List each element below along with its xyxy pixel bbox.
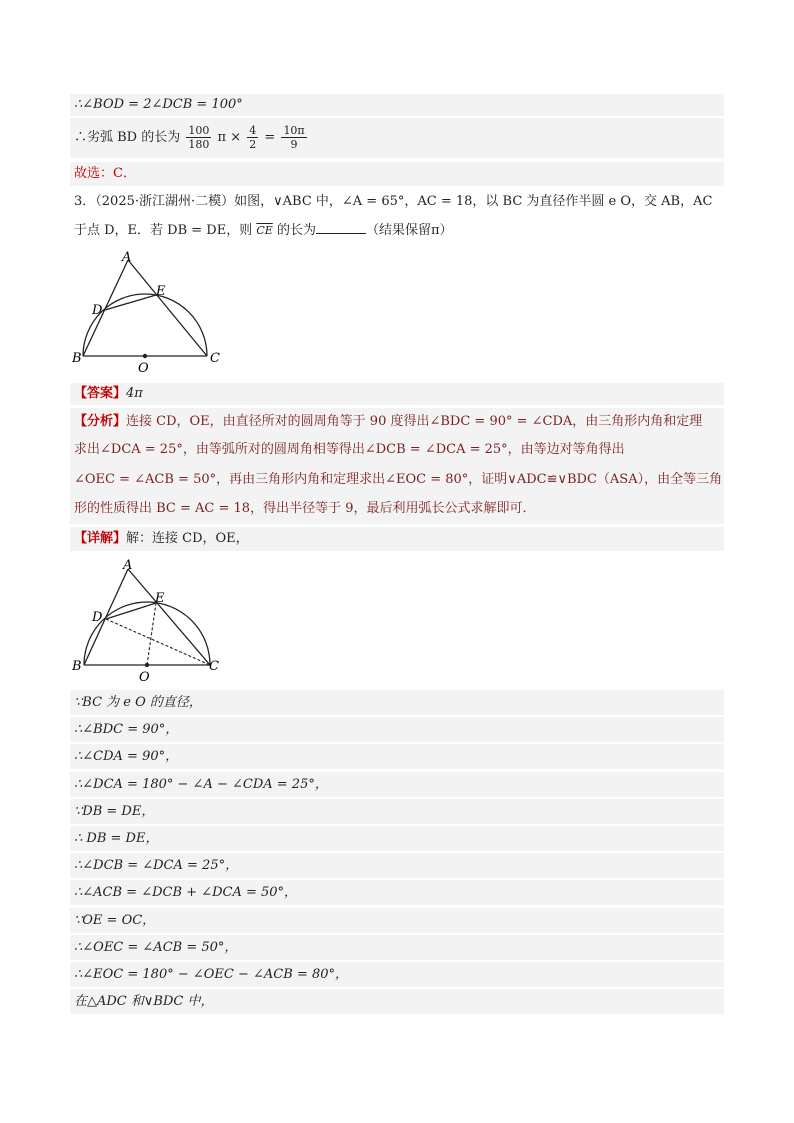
answer-value: 4π [126, 386, 143, 401]
fig1-label-e: E [156, 284, 166, 299]
answer-block [70, 383, 724, 405]
analysis-line-1: 【分析】连接 CD，OE，由直径所对的圆周角等于 90 度得出∠BDC = 90° = ∠CDA，由三角形内角和定理 [74, 414, 703, 429]
fig1-label-a: A [122, 250, 132, 265]
fig2-label-e: E [155, 591, 165, 606]
geometry-figure-2 [70, 555, 220, 685]
prev-choice: 故选：C． [74, 166, 136, 181]
detail-step: ∴∠ACB = ∠DCB + ∠DCA = 50°， [74, 885, 298, 900]
fig2-label-b: B [72, 659, 82, 674]
prev-line-arc-length [74, 122, 309, 154]
pi-times: π × [217, 130, 242, 145]
detail-step: ∵DB = DE， [74, 804, 155, 819]
analysis-label: 【分析】 [74, 414, 127, 429]
fig1-label-d: D [92, 303, 103, 318]
fig1-label-b: B [72, 351, 82, 366]
detail-label: 【详解】 [74, 531, 127, 546]
detail-step: ∴∠CDA = 90°， [74, 749, 179, 764]
analysis-line-4: 形的性质得出 BC = AC = 18，得出半径等于 9，最后利用弧长公式求解即可． [74, 501, 536, 516]
detail-step: ∴∠DCB = ∠DCA = 25°， [74, 858, 239, 873]
detail-step-block [70, 826, 724, 851]
fig2-label-c: C [209, 659, 219, 674]
answer-blank [316, 221, 366, 234]
fig1-label-c: C [210, 351, 220, 366]
detail-step: ∴∠BDC = 90°， [74, 722, 179, 737]
detail-step: ∵BC 为 e O 的直径， [74, 695, 202, 710]
detail-step: 在△ADC 和∨BDC 中， [74, 994, 214, 1009]
fig2-label-o: O [139, 670, 150, 685]
prev-block-3 [70, 162, 724, 186]
analysis-line-2: 求出∠DCA = 25°，由等弧所对的圆周角相等得出∠DCB = ∠DCA = 25°，由等边对等角得出 [74, 442, 625, 457]
fig2-label-d: D [92, 610, 103, 625]
detail-step: ∵OE = OC， [74, 913, 156, 928]
fraction-10pi-9: $\frac{10\pi}{9}$ [283, 124, 305, 151]
arc-ce-label: $\overline{CE}$ [256, 224, 273, 237]
detail-header [74, 530, 249, 548]
equals-sign: = [264, 130, 276, 145]
detail-step: ∴ DB = DE， [74, 831, 159, 846]
analysis-line-3: ∠OEC = ∠ACB = 50°，再由三角形内角和定理求出∠EOC = 80°，证明∨ADC≌∨BDC（ASA），由全等三角 [74, 472, 723, 487]
detail-step: ∴∠DCA = 180° − ∠A − ∠CDA = 25°， [74, 777, 328, 792]
detail-step-block [70, 908, 724, 933]
fraction-4-2: $\frac{4}{2}$ [249, 124, 257, 151]
prev-line-angle-bod: ∴∠BOD = 2∠DCB = 100° [74, 97, 243, 112]
problem-text-c: （结果保留π） [365, 223, 453, 238]
problem-line-1: 3．（2025·浙江湖州·二模）如图，∨ABC 中，∠A = 65°，AC = 18，以 BC 为直径作半圆 e O，交 AB，AC [74, 194, 713, 209]
problem-line-2 [74, 221, 453, 240]
problem-text-a: 于点 D，E．若 DB = DE，则 [74, 223, 257, 238]
fraction-100-180: $\frac{100}{180}$ [188, 124, 210, 151]
fig2-label-a: A [123, 558, 133, 573]
prev-arc-text: ∴劣弧 BD 的长为 [74, 130, 181, 145]
geometry-figure-1 [70, 248, 230, 378]
detail-intro: 解：连接 CD，OE， [126, 531, 249, 546]
answer-line [74, 385, 143, 403]
fig1-label-o: O [138, 361, 149, 376]
detail-step: ∴∠EOC = 180° − ∠OEC − ∠ACB = 80°， [74, 967, 349, 982]
detail-step: ∴∠OEC = ∠ACB = 50°， [74, 940, 238, 955]
answer-label: 【答案】 [74, 386, 127, 401]
problem-text-b: 的长为 [272, 223, 316, 238]
detail-step-block [70, 799, 724, 824]
